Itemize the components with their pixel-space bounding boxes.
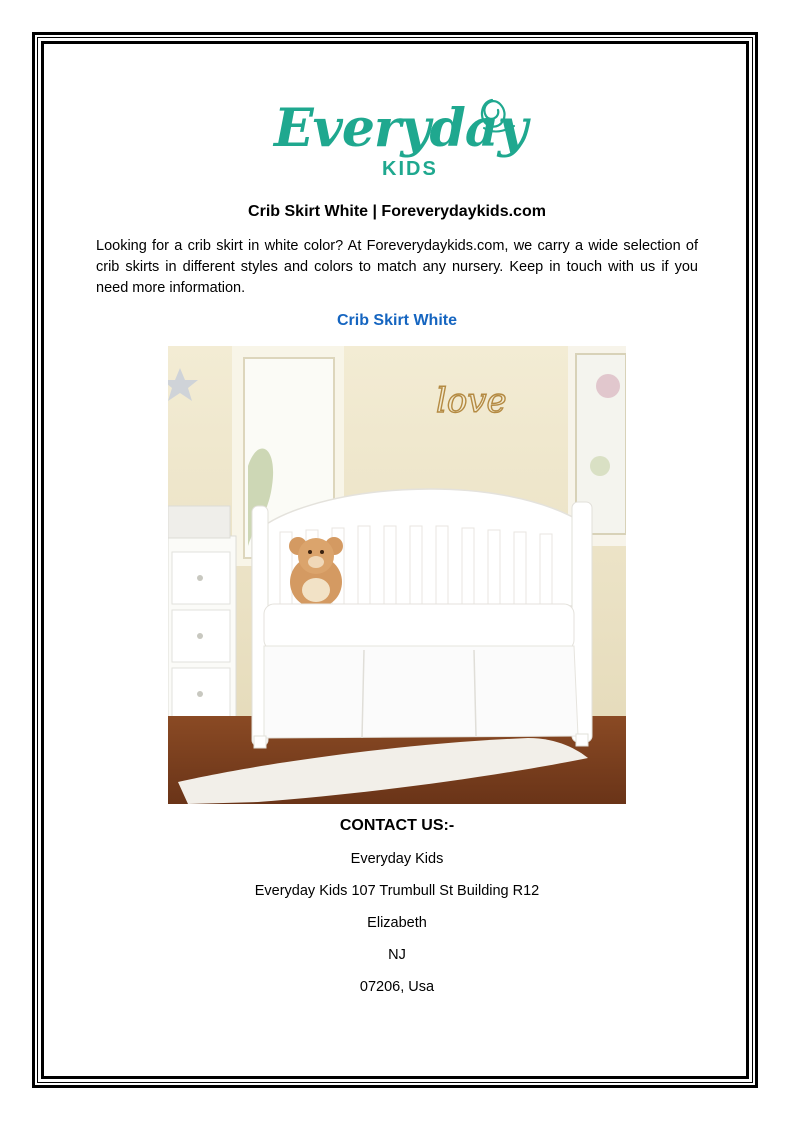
logo-subtitle: KIDS bbox=[382, 158, 438, 180]
intro-paragraph: Looking for a crib skirt in white color? At Foreverydaykids.com, we carry a wide selection of crib skirts in different styles and colors to match any nursery. Keep in touch with us if you need more information. bbox=[96, 238, 698, 296]
wall-love-sign: love bbox=[436, 381, 507, 421]
crib-product-photo bbox=[168, 346, 626, 804]
contact-state: NJ bbox=[388, 947, 406, 963]
crib-nursery-illustration bbox=[168, 346, 626, 804]
contact-zip-country: 07206, Usa bbox=[359, 979, 435, 995]
logo-wordmark: Everyday bbox=[274, 98, 527, 159]
logo-swirl-icon bbox=[470, 92, 518, 144]
teddy-bear bbox=[289, 537, 343, 608]
product-subheading: Crib Skirt White bbox=[336, 312, 457, 329]
page-title: Crib Skirt White | Foreverydaykids.com bbox=[248, 203, 546, 220]
contact-heading: CONTACT US:- bbox=[339, 817, 455, 834]
everyday-kids-logo bbox=[270, 92, 530, 192]
contact-company: Everyday Kids bbox=[350, 851, 444, 867]
contact-street: Everyday Kids 107 Trumbull St Building R12 bbox=[254, 883, 540, 899]
contact-city: Elizabeth bbox=[367, 915, 427, 931]
